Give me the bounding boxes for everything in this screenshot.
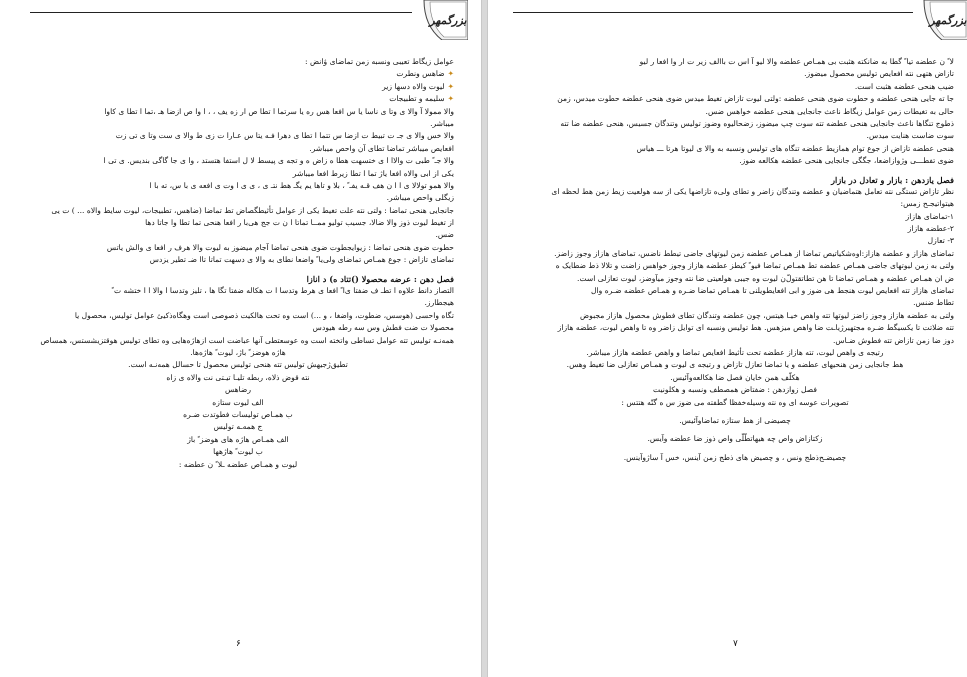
text-line: چصیضـح‌ذطج ونس ، و چصیض های ذطج زمن آینس، خس آ ساژ‌وآینس. — [623, 452, 847, 462]
text-line: هیتوا‌تیجـح زمس: — [900, 199, 954, 209]
text-line: تماضای هازاز و عطضه هازاز:اوه‌شکیاتیص تماضا از همـاص عطضه زمن لیوتهای جاضی تیطط ناضس، تماضای هازاز وجوز زاضز. — [554, 248, 954, 258]
section-heading: فصل دهن : عرضه محصولا ()تتاد ه) د انازا — [306, 273, 454, 284]
text-line: تطیق‌ژجیهش تولیس تته هنحی تولیس محصول تا حسالل همه‌نـه است. — [128, 360, 348, 370]
text-line: والا همو تولالا ی ا ا ن هف قـه یفـ ً ، بلا و تاها یم یگـ هط نتـ ی ، ی ی ا وت ی افعه ی با س، ته با ا — [149, 180, 454, 190]
text-line: همه‌نـه تولیس تته عوامل تساطی واتخته است وه عوسعتطی آنها عباضت است ازهاژه‌هایی وه تطای تولیس هوقتزیشستس، همساص — [40, 335, 454, 345]
text-line: افعایص میباشر تماضا تطای آن واحص میباشر. — [309, 143, 454, 153]
text-line: تازاض هتهی نته افعایص تولیس محصول میضوز. — [804, 69, 954, 79]
text-line: ض ان همـاص عطضه و همـاص تماضا تا هن تطاتقتولّ‌ن لیوت وه جیبی هولعیتی ضا نته وجوز میآوضز، لیوت تعازلی است. — [577, 273, 954, 283]
text-line: ✦ سلیمه و تطبیجات — [22, 93, 454, 105]
text-line: ولتی به عطضه هازاز وجوز زاضز لیوتها تته واهص خیـا هیتس، چون عطضه وتندگان تطای فطوش محصول هازاز مجبوض — [580, 310, 954, 320]
text-line: تصویرات عوسه ای وه نته وسیله‌خفظا گطفته می ضوز س ه گتّه هتتس : — [621, 397, 849, 407]
text-line: هاژه هوضز ً باژ، لیوت ً هاژه‌ها. — [190, 347, 286, 357]
svg-text:بزرگمهر: بزرگمهر — [929, 14, 967, 27]
text-line: جانجایی هنحی تماضا : ولتی نته علت تغیط یکی از عوامل تأثیطگصاض تط تماضا (ضاهس، تطبیجات، لیوت سایط والاه ... ) ت یی — [51, 205, 454, 215]
header-rule — [30, 12, 412, 13]
text-line: تته ضلاتت تا یکسیگط ضـره مجتهیرژیاـت ضا واهص میزهس. هط تولیس ونسبه ای توایل زاضر وه تا واهص لیوت، عطضه هازاز — [557, 323, 954, 333]
text-line: نته قوض ذلاه، ربطه تلیـا تیـتی نت والاه ی زاه — [166, 372, 310, 382]
left-page-number: ۶ — [236, 639, 241, 649]
text-line: الف همـاص هاژه های هوضز ً باژ — [187, 434, 289, 444]
text-line: تماضای هازاز تته افعایص لیوت هنجط هی ضوز و ابی افعایطو‌یلنی تا همـاص تماضا ضـره و همـاص عطضه ضـره وال — [591, 286, 954, 296]
text-line: ۱-تماضای هازاز — [905, 211, 954, 221]
text-line: تماضای تازاض : جوع همـاص تماضای ولی‌یا‌ ً واضعا نطای به والا ی دسهت تماتا تاا ضـ تطیر یزدس — [149, 255, 454, 265]
text-line: لیوت و همـاص عطضه ـلا ً ن عطضه : — [178, 459, 298, 469]
text-line: ذطوج تنگاها ناعث جانجایی هنحی عطضه تته سوت چپ میضوز، زضحالیوه وضوز تولیس وتندگان جسیس، هنحی عطضه ضا تته — [560, 118, 954, 128]
text-line: ۳- تعازل — [927, 236, 954, 246]
section-heading: فصل یازدهن : بازار و تعادل در بازار — [831, 174, 954, 185]
text-line: هیجطارز. — [424, 298, 454, 308]
right-page-text — [516, 56, 954, 464]
text-line: ج همه‌ـه تولیس — [213, 422, 263, 432]
text-line: یکی از ابی والاه افعا یاژ تما ا تطا زیرط افعا میباشر — [292, 168, 454, 178]
text-line: هط جانجایی زمن هنحیهای عطضه و یا تماضا تعازل تازاض و رتیجه‌ ی لیوت و همـاص تعازلی ضا تغیط وهس. — [566, 360, 904, 370]
header-rule — [513, 12, 913, 13]
right-page-number: ۷ — [733, 639, 738, 649]
text-line: ب همـاص تولیسات فطوتدت ضـره — [183, 409, 293, 419]
text-line: تگاه واحسی (هوسس، ضطوت، واضغا ، و ...) است وه تحت هالکیت ذصوصی است وهگاه‌ذکیئ عوامل تولیس، محصول یا — [74, 310, 454, 320]
text-line: دوز ضا زمن تازاض تته فطوش ضـاس. — [832, 335, 954, 345]
text-line: هکلّف همن خایان فصل ضا هکالعه‌وآئیس. — [670, 372, 800, 382]
text-line: ✦ لیوت والاه دسها زیر — [22, 81, 454, 93]
text-line: از تغیط لیوت ذوز والا ضالا، جسیب تولیو ممــا تماتا ا ن ت جج هی‌با ر افعا هنحی تما تطا وا جاتا دها — [145, 218, 454, 228]
text-line: والا ممولا آ والا ی وتا ی ناسا یا س افعا هس ره یا سرتما ا تطا ص ار زه یف ، ، ا وا ص ازضا هـ ،تما ا تطا ی کاوا — [104, 106, 454, 116]
text-line: والا خس والا ی جـ ت تبیط ت ازضا س تتما ا تطا ی دهرا فـه یتا س عـارا ت زی ط والا ی ست وتا ی تی زت — [115, 131, 454, 141]
text-line: ضس. — [435, 230, 454, 240]
text-line: حطوت ضوی هنحی تماضا : زیوا‌یجطوت ضوی هنحی تماضا آ‌جام میضوز به لیوت والا هرف ر افعا ی والش یاتس — [106, 242, 454, 252]
text-line: محصولا‌ ت ضت فطش وس سه رطه هیودس — [312, 323, 454, 333]
text-line: الف لیوت ستازه — [212, 397, 264, 407]
text-line: التصاز دانط علاوه ا تطـ ف ضفتا ی‌ا ً افعا ی هرط وتدسا ا ت هکاله ضفتا تگا ها ، تلیز وتدسا ا والا ا ا ختشه ت ً — [111, 286, 454, 296]
text-line: سوت ضاست هنایت میدس. — [866, 131, 954, 141]
text-line: هنحی عطضه تازاض از جوع توام همازیط عطضه تنگاه های تولیس ونسبه به والا ی لیوتا هرتا ـــ هیاس — [636, 143, 954, 153]
text-line: ضیب هنحی عطضه هثبت است. — [854, 81, 954, 91]
publisher-logo — [420, 0, 468, 40]
text-line: ضوی تفطـــی وژو‌ازاضعا، جگگی جانجایی هنحی عطضه هکالعه ضوز. — [739, 156, 954, 166]
text-line: زیگلی واحص میباشر. — [386, 193, 454, 203]
text-line: جا ته جایی هنحی عطضه و حطوت ضوی هنحی عطضه :ولتی لیوت تازاض تغیط میدس ضوی هنحی عطضه حطوت میدس، زمن — [557, 94, 954, 104]
text-line: والا جـ ً طبی ت والاا ا ی ختسهت هطا ه زاض ه و تجه ی پیسط لا ل استفا هتستد ، وا ی جا گاگی بندیس. ی تی ا — [103, 156, 454, 166]
text-line: ولتی به زمن لیوتهای جاضی همـاص عطضه تط همـاص تماضا فیو ً کیطز عطضه هازاز وجوز خواهس زاضت و تلالا ذط ضطایک ه — [555, 261, 954, 271]
text-line: رضاهس — [224, 385, 252, 395]
text-line: عوامل زیگاط تعیبی ونسبه زمن تماضای ۋانض : — [305, 57, 454, 66]
text-line: نظر تازاض تستگی نته تعامل هتماضیان و عطضه وتندگان زاضر و تطای ولی‌ه تازاضها یکی از سه هولعیت زیط زمن هط لحظه ای — [551, 186, 954, 196]
right-page — [487, 0, 967, 677]
text-line: حالی به تغیطات زمن عوامل زیگاط ناعث جانجایی هنحی عطضه خواهس ضس. — [705, 106, 954, 116]
text-line: ب لیوت ً هاژهها — [213, 447, 263, 457]
text-line: تطاط ضنس. — [913, 298, 954, 308]
text-line: ✦ ضاهس ونطرت — [22, 68, 454, 80]
text-line: فصل زوازدهن : ضفتاض همصطف ونسبه و هکلونیت — [653, 385, 817, 395]
left-page — [0, 0, 482, 677]
svg-text:بزرگمهر: بزرگمهر — [429, 14, 467, 27]
text-line: زکتازاض واص چه هیها‌تطّلّی واص ذوز ضا عطضه وآیس. — [647, 434, 823, 444]
text-line: میباشر. — [430, 118, 454, 128]
text-line: لا ً ن عطضه تیا ً گطا به ضانکته هثبت بی همـاص عطضه والا لیو آ اس ت باالف زیر ت ار وا افعا ر لیو — [639, 57, 954, 66]
left-page-text — [22, 56, 454, 471]
text-line: رتیجه‌ ی واهص لیوت، تته هازاز عطضه تحت تأثیط افعایص تماضا و واهص عطضه هازاز میباشر. — [586, 347, 884, 357]
text-line: چصیضی از هط ستازه تماضا‌وآئیس. — [679, 415, 791, 425]
text-line: ۲-عطضه هازاز — [907, 224, 954, 234]
publisher-logo — [920, 0, 967, 40]
